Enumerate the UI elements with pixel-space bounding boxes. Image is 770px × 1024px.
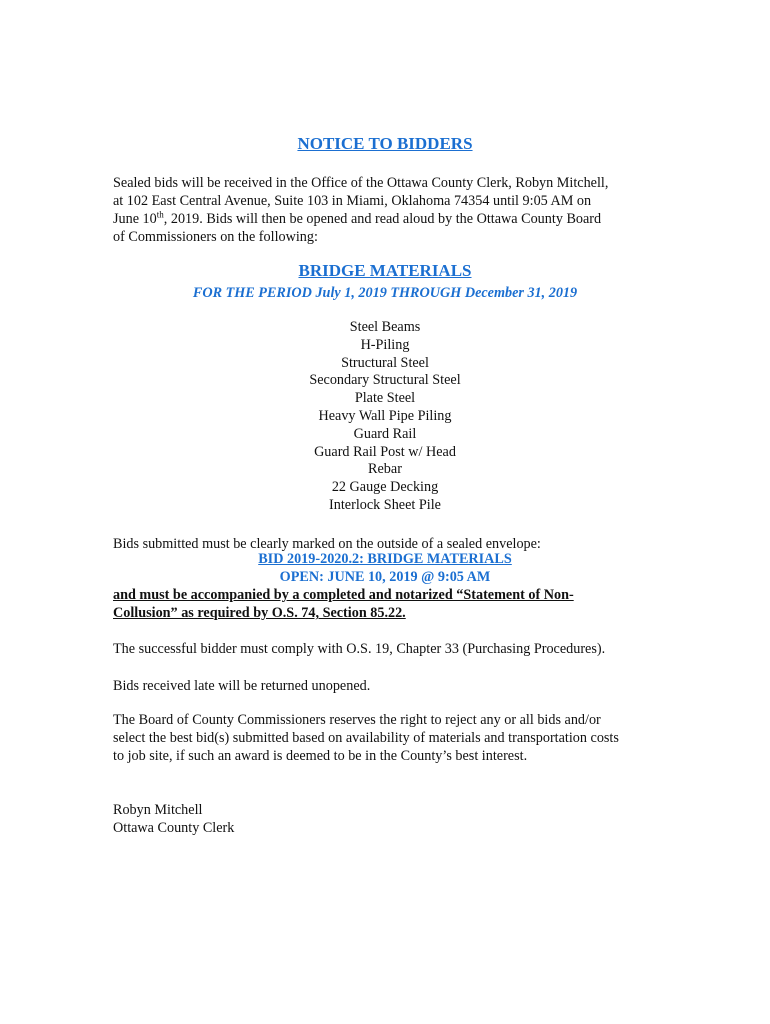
- late-bids-paragraph: Bids received late will be returned unopened.: [113, 678, 371, 694]
- intro-line: at 102 East Central Avenue, Suite 103 in Miami, Oklahoma 74354 until 9:05 AM on: [113, 193, 592, 209]
- notice-title: NOTICE TO BIDDERS: [297, 134, 473, 153]
- collusion-requirement: [113, 586, 673, 622]
- section-period: FOR THE PERIOD July 1, 2019 THROUGH December 31, 2019: [192, 285, 578, 301]
- reservation-line: The Board of County Commissioners reserves the right to reject any or all bids and/or: [113, 712, 601, 728]
- material-item: Guard Rail: [353, 425, 417, 442]
- intro-paragraph: [113, 174, 673, 246]
- signature-name: Robyn Mitchell: [113, 802, 203, 818]
- intro-line-date: [113, 210, 673, 228]
- bid-open-date: OPEN: JUNE 10, 2019 @ 9:05 AM: [279, 569, 491, 585]
- signature-title: Ottawa County Clerk: [113, 820, 235, 836]
- intro-line: Sealed bids will be received in the Office of the Ottawa County Clerk, Robyn Mitchell,: [113, 175, 609, 191]
- bids-intro: Bids submitted must be clearly marked on the outside of a sealed envelope:: [113, 536, 541, 552]
- material-item: Heavy Wall Pipe Piling: [318, 407, 452, 424]
- material-item: Steel Beams: [349, 319, 421, 335]
- collusion-line: Collusion” as required by O.S. 74, Section 85.22.: [113, 605, 406, 621]
- material-item: Guard Rail Post w/ Head: [314, 443, 456, 460]
- material-item: Plate Steel: [354, 390, 416, 407]
- reservation-line: to job site, if such an award is deemed to be in the County’s best interest.: [113, 748, 528, 764]
- bid-id: BID 2019-2020.2: BRIDGE MATERIALS: [258, 551, 512, 567]
- reservation-paragraph: [113, 711, 673, 765]
- material-item: Secondary Structural Steel: [309, 372, 461, 389]
- section-title: BRIDGE MATERIALS: [298, 261, 472, 280]
- material-item: Interlock Sheet Pile: [329, 496, 441, 513]
- materials-list: [0, 319, 770, 515]
- intro-date-pre: June 10: [113, 211, 157, 227]
- intro-line: of Commissioners on the following:: [113, 229, 318, 245]
- signature-block: [113, 801, 673, 837]
- compliance-paragraph: The successful bidder must comply with O.S. 19, Chapter 33 (Purchasing Procedures).: [113, 641, 606, 657]
- reservation-line: select the best bid(s) submitted based on availability of materials and transportation costs: [113, 730, 619, 746]
- intro-date-post: , 2019. Bids will then be opened and read aloud by the Ottawa County Board: [163, 211, 602, 227]
- collusion-line: and must be accompanied by a completed and notarized “Statement of Non-: [113, 587, 574, 603]
- material-item: 22 Gauge Decking: [331, 479, 439, 496]
- intro-date-suffix: th: [156, 209, 164, 220]
- material-item: Rebar: [368, 461, 402, 478]
- material-item: H-Piling: [360, 336, 410, 353]
- material-item: Structural Steel: [341, 354, 429, 371]
